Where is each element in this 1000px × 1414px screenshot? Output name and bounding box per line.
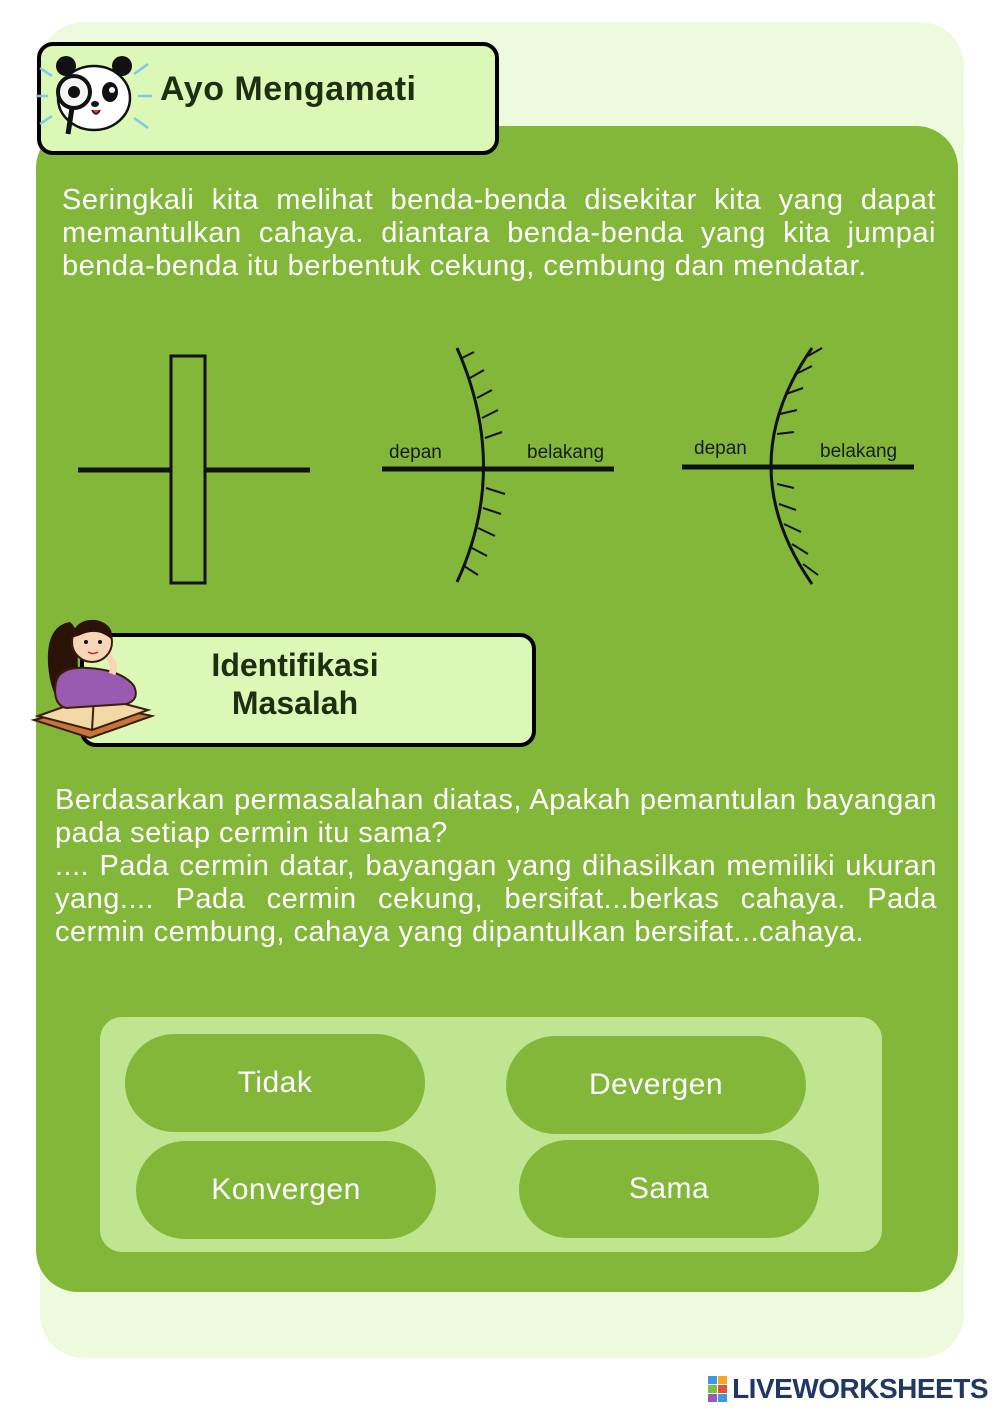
girl-reading-icon	[26, 612, 156, 744]
section-title-line2: Masalah	[231, 685, 359, 721]
panda-magnifier-icon	[34, 48, 154, 144]
concave-mirror-diagram	[382, 348, 614, 582]
convex-front-label: depan	[694, 438, 747, 459]
section-title	[170, 646, 420, 722]
concave-front-label: depan	[389, 442, 442, 463]
mirror-diagrams	[0, 330, 1000, 600]
answer-option-konvergen[interactable]: Konvergen	[136, 1141, 436, 1239]
liveworksheets-brand	[708, 1372, 988, 1406]
convex-mirror-diagram	[682, 348, 914, 584]
problem-text	[55, 784, 937, 949]
flat-mirror-diagram	[78, 356, 310, 583]
answer-option-sama[interactable]: Sama	[519, 1140, 819, 1238]
convex-back-label: belakang	[820, 441, 898, 462]
section-title-line1: Identifikasi	[211, 647, 379, 683]
concave-back-label: belakang	[527, 442, 605, 463]
question-paragraph: Berdasarkan permasalahan diatas, Apakah pemantulan bayangan pada setiap cermin itu sama?	[55, 784, 937, 849]
answer-option-tidak[interactable]: Tidak	[125, 1034, 425, 1132]
answer-option-devergen[interactable]: Devergen	[506, 1036, 806, 1134]
liveworksheets-logo-icon	[708, 1376, 728, 1402]
intro-paragraph: Seringkali kita melihat benda-benda disekitar kita yang dapat memantulkan cahaya. diantara benda-benda yang kita jumpai benda-benda itu berbentuk cekung, cembung dan mendatar.	[62, 184, 936, 282]
section-title: Ayo Mengamati	[160, 70, 417, 108]
brand-text: LIVEWORKSHEETS	[732, 1373, 988, 1404]
fill-in-paragraph: .... Pada cermin datar, bayangan yang dihasilkan memiliki ukuran yang.... Pada cermin cekung, bersifat...berkas cahaya. Pada cermin cembung, cahaya yang dipantulkan bersifat...cahaya.	[55, 850, 937, 948]
